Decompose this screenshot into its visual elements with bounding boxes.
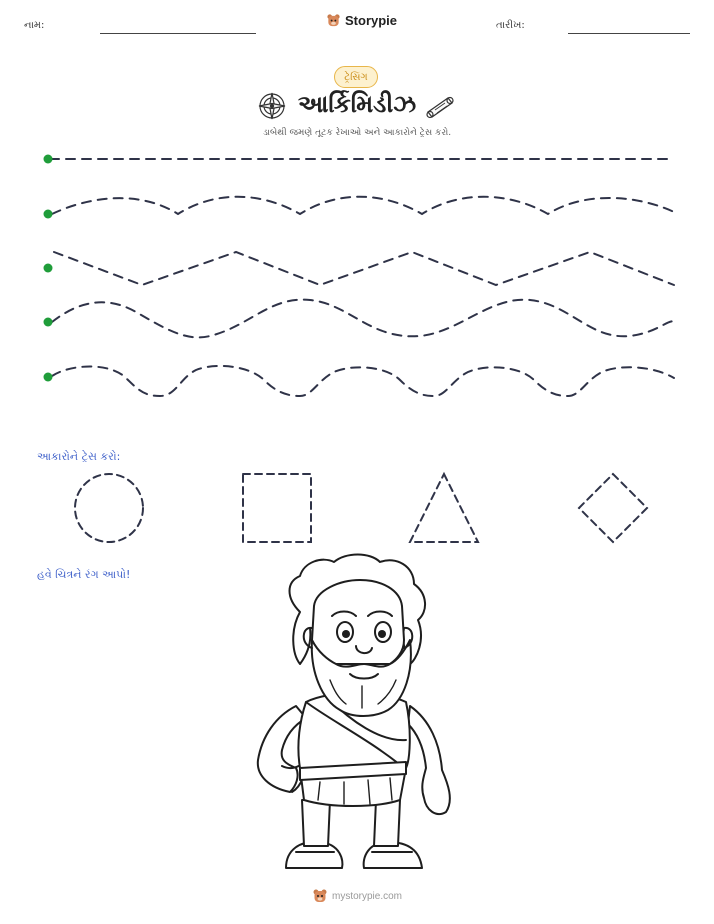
start-dot [44, 318, 53, 327]
brand-name: Storypie [345, 13, 398, 28]
worksheet-title: આર્કિમિડીઝ [297, 90, 417, 118]
name-label: નામ: [24, 20, 45, 31]
bear-mascot-icon [312, 888, 328, 904]
trace-shape-square[interactable] [243, 474, 311, 542]
trace-shape-diamond[interactable] [579, 474, 647, 542]
archimedes-coloring-illustration[interactable] [258, 555, 450, 869]
date-label: તારીખ: [496, 20, 525, 31]
tracing-badge: ટ્રેસિંગ [334, 66, 378, 88]
trace-shape-triangle[interactable] [410, 474, 478, 542]
worksheet-instruction: ડાબેથી જમણે તૂટક રેખાઓ અને આકારોને ટ્રેસ કરો. [262, 128, 452, 138]
trace-line-bumpy-wave[interactable] [52, 366, 674, 396]
footer-site-link[interactable]: mystorypie.com [331, 890, 402, 902]
start-dot [44, 264, 53, 273]
coloring-section-label: હવે ચિત્રને રંગ આપો! [37, 568, 131, 581]
trace-shape-circle[interactable] [75, 474, 143, 542]
start-dot [44, 373, 53, 382]
shapes-section-label: આકારોને ટ્રેસ કરો: [37, 450, 121, 463]
start-dot [44, 155, 53, 164]
start-dot [44, 210, 53, 219]
trace-line-wave[interactable] [52, 197, 674, 214]
trace-line-wave[interactable] [52, 300, 676, 338]
compass-rose-icon [259, 93, 285, 119]
scroll-icon [427, 98, 453, 118]
trace-line-zigzag[interactable] [54, 252, 674, 285]
footer [0, 888, 714, 904]
